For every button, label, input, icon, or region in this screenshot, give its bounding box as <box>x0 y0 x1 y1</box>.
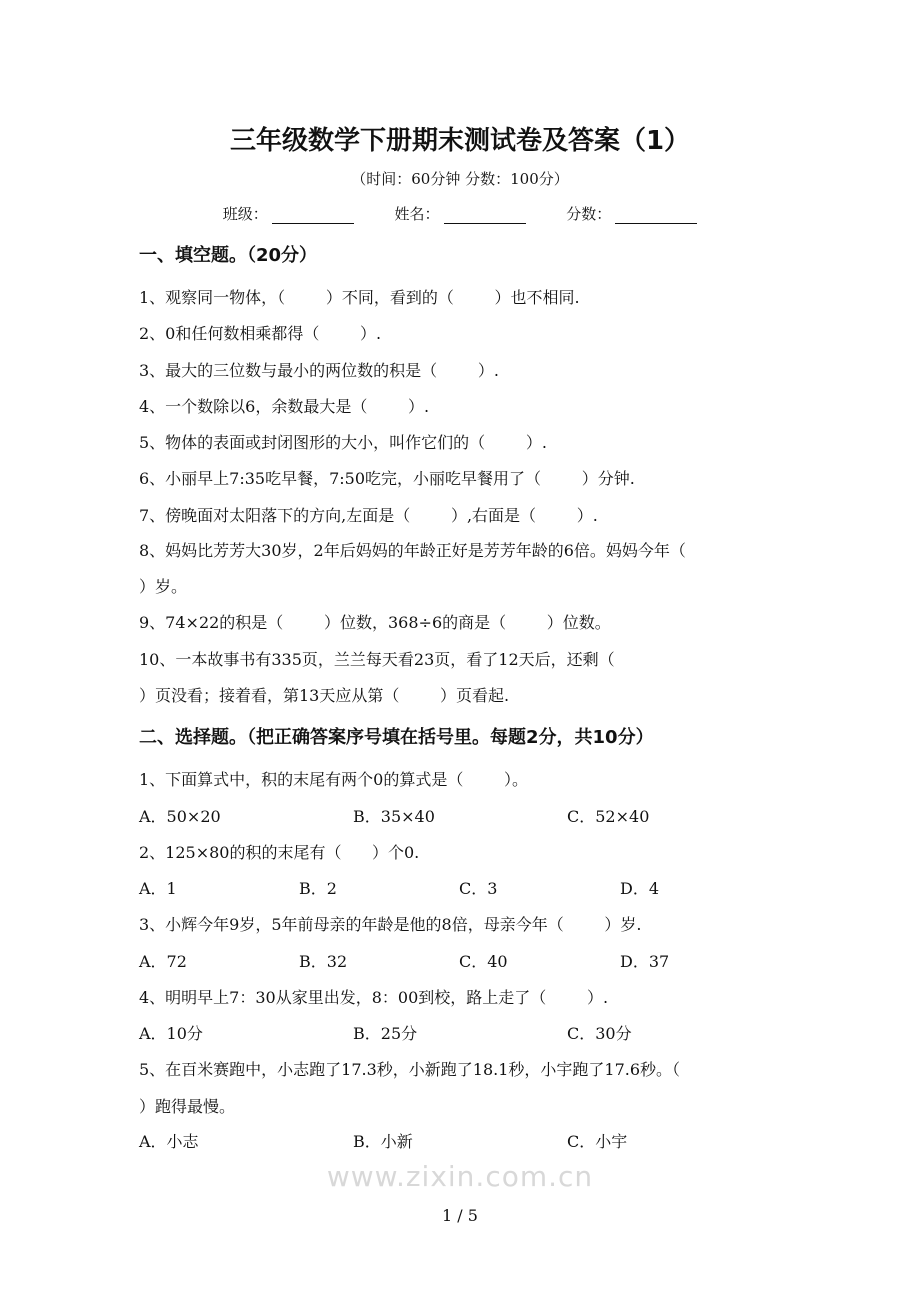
page-number: 1 / 5 <box>442 1206 478 1225</box>
answer-option: A．10分 <box>139 1024 203 1043</box>
question-text: 2、125×80的积的末尾有（ ）个0. <box>139 843 420 862</box>
question-line: 5、物体的表面或封闭图形的大小，叫作它们的（ ）. <box>139 433 547 452</box>
question-line: 9、74×22的积是（ ）位数，368÷6的商是（ ）位数。 <box>139 613 611 632</box>
class-field[interactable] <box>272 209 354 224</box>
question-line: ）页没看；接着看，第13天应从第（ ）页看起. <box>139 686 510 705</box>
score-label: 分数： <box>566 205 612 223</box>
question-line: 2、0和任何数相乘都得（ ）. <box>139 324 382 343</box>
answer-option: A．72 <box>139 952 187 971</box>
question-line: ）岁。 <box>139 577 188 596</box>
answer-option: C．40 <box>459 952 508 971</box>
question-text: 3、小辉今年9岁，5年前母亲的年龄是他的8倍，母亲今年（ ）岁. <box>139 915 642 934</box>
class-label: 班级： <box>222 205 268 223</box>
question-line: 4、一个数除以6，余数最大是（ ）. <box>139 397 430 416</box>
answer-option: D．37 <box>620 952 670 971</box>
answer-option: D．4 <box>620 879 660 898</box>
name-label: 姓名： <box>394 205 440 223</box>
answer-option: A．50×20 <box>139 807 221 826</box>
answer-option: B．25分 <box>353 1024 418 1043</box>
answer-option: C．30分 <box>567 1024 632 1043</box>
section-heading-fill-blank: 一、填空题。（20分） <box>139 245 318 266</box>
answer-option: B．35×40 <box>353 807 435 826</box>
page-title: 三年级数学下册期末测试卷及答案（1） <box>229 126 691 156</box>
question-text: 5、在百米赛跑中，小志跑了17.3秒，小新跑了18.1秒，小宇跑了17.6秒。（ <box>139 1060 681 1079</box>
question-text: 4、明明早上7：30从家里出发，8：00到校，路上走了（ ）. <box>139 988 609 1007</box>
exam-subtitle: （时间：60分钟 分数：100分） <box>351 170 569 188</box>
answer-option: B．2 <box>299 879 337 898</box>
question-line: 1、观察同一物体，（ ）不同，看到的（ ）也不相同. <box>139 288 580 307</box>
question-line: 3、最大的三位数与最小的两位数的积是（ ）. <box>139 361 499 380</box>
score-field[interactable] <box>615 209 697 224</box>
watermark: www.zixin.com.cn <box>326 1160 594 1193</box>
question-line: 8、妈妈比芳芳大30岁，2年后妈妈的年龄正好是芳芳年龄的6倍。妈妈今年（ <box>139 541 686 560</box>
answer-option: C．3 <box>459 879 498 898</box>
question-line: 6、小丽早上7:35吃早餐，7:50吃完，小丽吃早餐用了（ ）分钟. <box>139 469 635 488</box>
question-text: 1、下面算式中，积的末尾有两个0的算式是（ ）。 <box>139 770 529 789</box>
answer-option: B．小新 <box>353 1132 413 1151</box>
name-field[interactable] <box>444 209 526 224</box>
answer-option: A．1 <box>139 879 177 898</box>
answer-option: B．32 <box>299 952 348 971</box>
question-text-continued: ）跑得最慢。 <box>139 1097 236 1116</box>
student-info-row <box>0 203 920 224</box>
answer-option: C．52×40 <box>567 807 650 826</box>
section-heading-multiple-choice: 二、选择题。（把正确答案序号填在括号里。每题2分，共10分） <box>139 727 654 748</box>
answer-option: A．小志 <box>139 1132 199 1151</box>
question-line: 10、一本故事书有335页，兰兰每天看23页，看了12天后，还剩（ <box>139 650 615 669</box>
answer-option: C．小宇 <box>567 1132 628 1151</box>
question-line: 7、傍晚面对太阳落下的方向,左面是（ ）,右面是（ ）. <box>139 506 598 525</box>
